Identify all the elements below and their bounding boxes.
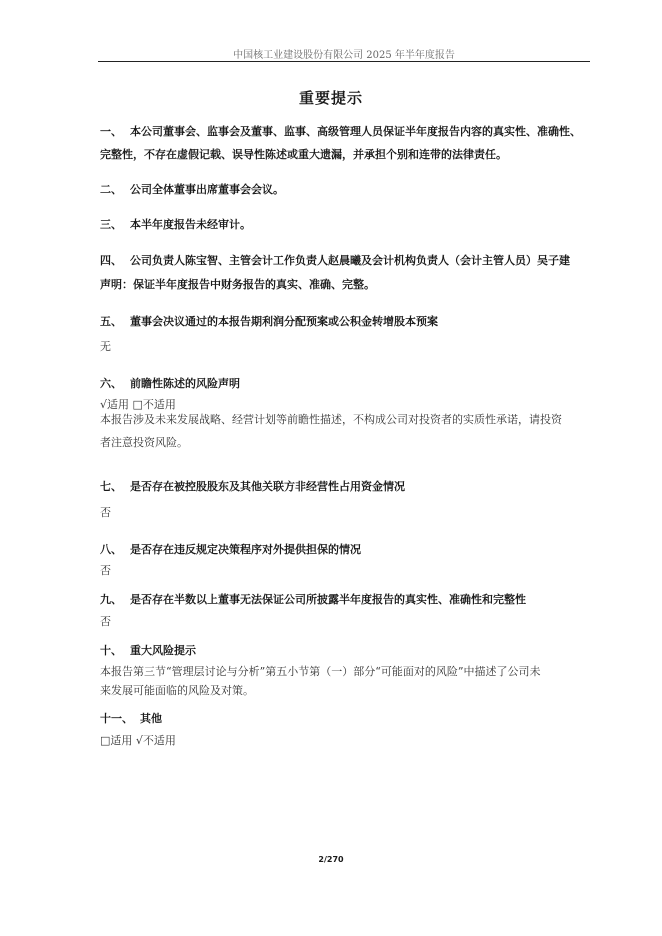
item-10-number: 十、 <box>100 644 122 657</box>
item-8-heading <box>100 541 600 557</box>
item-2-line-1: 公司全体董事出席董事会会议。 <box>130 183 284 196</box>
item-9-line-1: 是否存在半数以上董事无法保证公司所披露半年度报告的真实性、准确性和完整性 <box>130 593 526 606</box>
item-7-line-1: 是否存在被控股股东及其他关联方非经营性占用资金情况 <box>130 480 405 493</box>
item-6-applicability: √适用 □不适用 <box>100 398 176 411</box>
item-9-number: 九、 <box>100 593 122 606</box>
item-3-number: 三、 <box>100 218 122 231</box>
header-rule <box>98 61 590 62</box>
item-1-line-1: 本公司董事会、监事会及董事、监事、高级管理人员保证半年度报告内容的真实性、准确性、 <box>130 125 581 138</box>
item-6-body-line-2: 者注意投资风险。 <box>100 436 188 449</box>
item-10-heading <box>100 642 600 658</box>
item-7-heading <box>100 478 600 494</box>
item-1-heading <box>100 123 600 139</box>
item-2-number: 二、 <box>100 183 122 196</box>
item-11-number: 十一、 <box>100 712 133 725</box>
item-3-line-1: 本半年度报告未经审计。 <box>130 218 251 231</box>
item-7-body: 否 <box>100 506 111 519</box>
item-5-body: 无 <box>100 340 111 353</box>
item-4-number: 四、 <box>100 254 122 267</box>
item-3-heading <box>100 216 600 232</box>
item-6-body-line-1: 本报告涉及未来发展战略、经营计划等前瞻性描述，不构成公司对投资者的实质性承诺，请投资 <box>100 413 562 426</box>
page-header: 中国核工业建设股份有限公司 2025 年半年度报告 <box>233 50 455 61</box>
item-2-heading <box>100 181 600 197</box>
item-6-heading <box>100 375 600 391</box>
item-9-body: 否 <box>100 615 111 628</box>
item-7-number: 七、 <box>100 480 122 493</box>
item-11-heading <box>100 710 600 726</box>
item-5-heading <box>100 313 600 329</box>
item-4-line-1: 公司负责人陈宝智、主管会计工作负责人赵晨曦及会计机构负责人（会计主管人员）吴子建 <box>130 254 570 267</box>
item-8-line-1: 是否存在违反规定决策程序对外提供担保的情况 <box>130 543 361 556</box>
item-11-applicability: □适用 √不适用 <box>100 734 176 747</box>
item-1-number: 一、 <box>100 125 122 138</box>
item-8-number: 八、 <box>100 543 122 556</box>
item-5-number: 五、 <box>100 315 122 328</box>
item-6-number: 六、 <box>100 377 122 390</box>
item-10-body-line-1: 本报告第三节“管理层讨论与分析”第五小节第（一）部分“可能面对的风险”中描述了公司未 <box>100 665 541 678</box>
item-5-line-1: 董事会决议通过的本报告期利润分配预案或公积金转增股本预案 <box>130 315 438 328</box>
item-8-body: 否 <box>100 564 111 577</box>
page-title: 重要提示 <box>298 89 363 107</box>
item-1-line-2: 完整性，不存在虚假记载、误导性陈述或重大遗漏，并承担个别和连带的法律责任。 <box>100 148 507 161</box>
item-6-line-1: 前瞻性陈述的风险声明 <box>130 377 240 390</box>
item-10-body-line-2: 来发展可能面临的风险及对策。 <box>100 684 254 697</box>
item-4-line-2: 声明：保证半年度报告中财务报告的真实、准确、完整。 <box>100 278 375 291</box>
item-9-heading <box>100 591 600 607</box>
item-4-heading <box>100 252 600 268</box>
item-10-line-1: 重大风险提示 <box>130 644 196 657</box>
item-11-line-1: 其他 <box>140 712 162 725</box>
page-number: 2/270 <box>318 855 344 864</box>
